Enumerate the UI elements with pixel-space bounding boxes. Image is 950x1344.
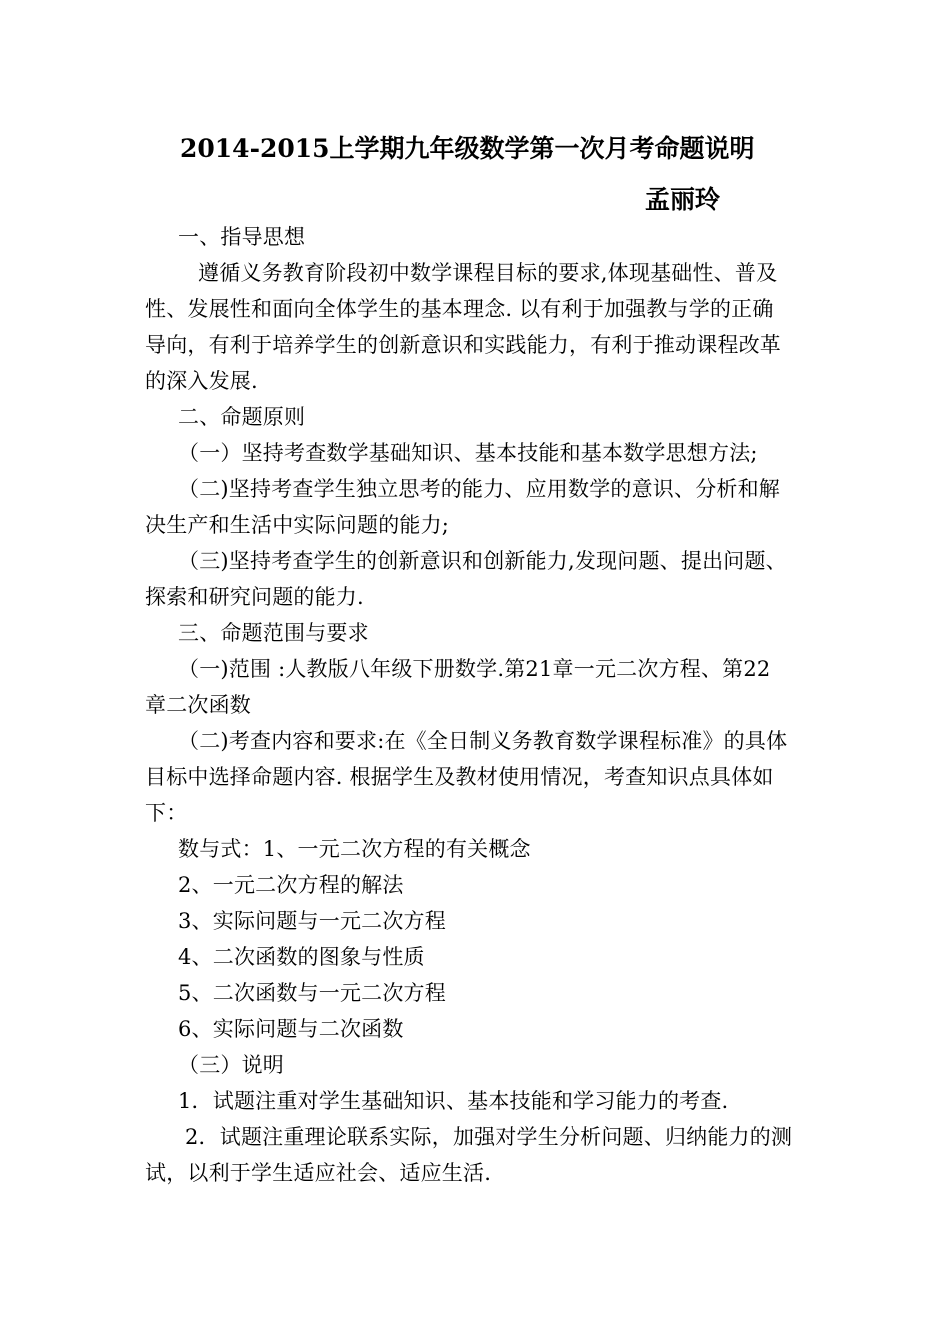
list-item: 2、一元二次方程的解法 [178,873,404,897]
list-item: 数与式：1、一元二次方程的有关概念 [178,837,531,861]
paragraph-line: （二)坚持考查学生独立思考的能力、应用数学的意识、分析和解 [178,477,780,501]
paragraph-line: 章二次函数 [145,693,251,717]
paragraph-line: 目标中选择命题内容. 根据学生及教材使用情况，考查知识点具体如 [145,765,774,789]
paragraph-line: 遵循义务教育阶段初中数学课程目标的要求,体现基础性、普及 [198,261,778,285]
list-item: 6、实际问题与二次函数 [178,1017,404,1041]
paragraph-line: （一)范围 :人教版八年级下册数学.第21章一元二次方程、第22 [178,657,771,681]
list-item: 5、二次函数与一元二次方程 [178,981,446,1005]
paragraph-line: （三)坚持考查学生的创新意识和创新能力,发现问题、提出问题、 [178,549,787,573]
document-author: 孟丽玲 [645,185,721,214]
list-item: 4、二次函数的图象与性质 [178,945,425,969]
list-item: 1．试题注重对学生基础知识、基本技能和学习能力的考查. [178,1089,729,1113]
paragraph-line: 探索和研究问题的能力. [145,585,364,609]
list-item: 2．试题注重理论联系实际，加强对学生分析问题、归纳能力的测 [185,1125,793,1149]
paragraph-line: 性、发展性和面向全体学生的基本理念. 以有利于加强教与学的正确 [145,297,774,321]
paragraph-line: （一）坚持考查数学基础知识、基本技能和基本数学思想方法; [178,441,758,465]
list-item: 3、实际问题与一元二次方程 [178,909,446,933]
document-title: 2014-2015上学期九年级数学第一次月考命题说明 [180,134,755,163]
heading-principles: 二、命题原则 [178,405,306,429]
paragraph-line: 决生产和生活中实际问题的能力; [145,513,450,537]
paragraph-line: 导向，有利于培养学生的创新意识和实践能力，有利于推动课程改革 [145,333,781,357]
heading-guiding-ideology: 一、指导思想 [178,225,306,249]
heading-notes: （三）说明 [178,1053,284,1077]
paragraph-line: （二)考查内容和要求:在《全日制义务教育数学课程标准》的具体 [178,729,788,753]
paragraph-line: 下： [145,801,188,825]
heading-scope-requirements: 三、命题范围与要求 [178,621,369,645]
paragraph-line: 试，以利于学生适应社会、适应生活. [145,1161,492,1185]
paragraph-line: 的深入发展. [145,369,258,393]
